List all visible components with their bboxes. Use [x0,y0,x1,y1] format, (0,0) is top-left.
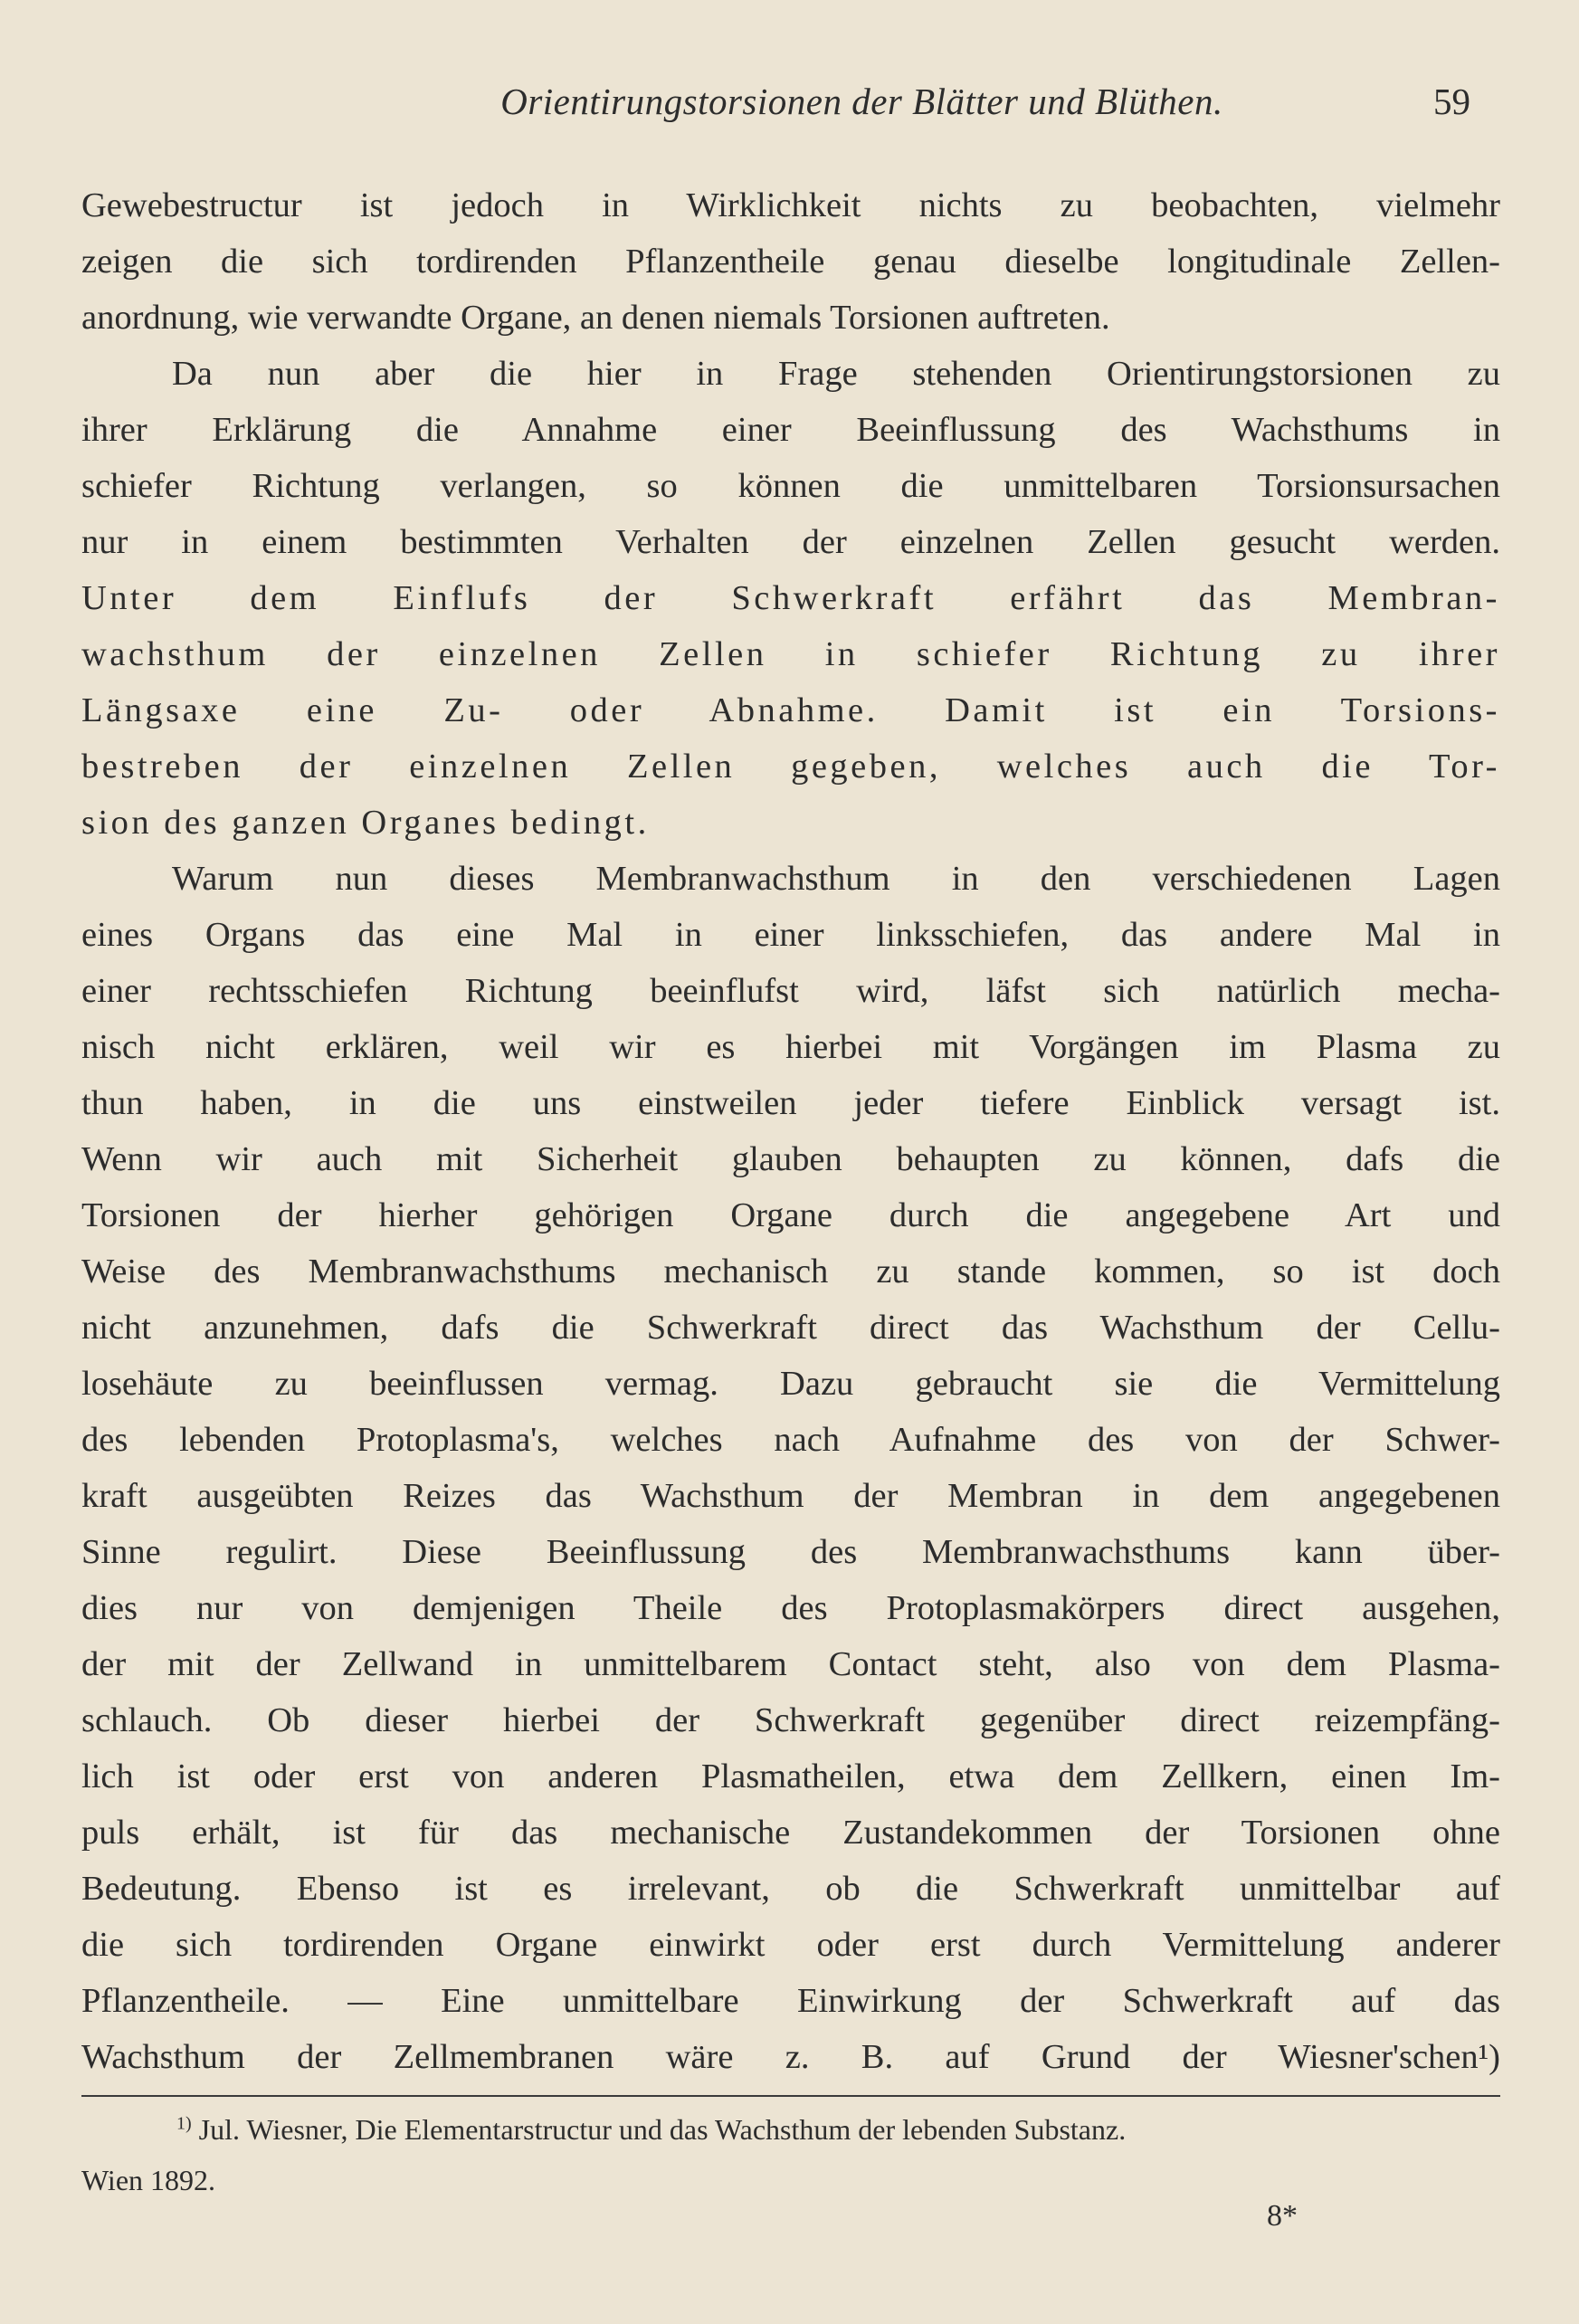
text-line: Pflanzentheile. — Eine unmittelbare Einwirkung der Schwerkraft auf das [81,1982,1500,2020]
text-line: schlauch. Ob dieser hierbei der Schwerkraft gegenüber direct reizempfäng- [81,1701,1500,1739]
text-line: Wachsthum der Zellmembranen wäre z. B. auf Grund der Wiesner'schen¹) [81,2038,1500,2076]
running-head: Orientirungstorsionen der Blätter und Blüthen. [500,81,1223,122]
text-line: nicht anzunehmen, dafs die Schwerkraft direct das Wachsthum der Cellu- [81,1309,1500,1347]
text-line: bestreben der einzelnen Zellen gegeben, welches auch die Tor- [81,748,1500,786]
signature-mark: 8* [1267,2199,1298,2233]
text-line: nisch nicht erklären, weil wir es hierbei mit Vorgängen im Plasma zu [81,1028,1500,1066]
text-line: Torsionen der hierher gehörigen Organe durch die angegebene Art und [81,1196,1500,1234]
text-line: des lebenden Protoplasma's, welches nach Aufnahme des von der Schwer- [81,1421,1500,1459]
footnote-line: Wien 1892. [81,2164,216,2196]
text-line: sion des ganzen Organes bedingt. [81,804,650,842]
text-line: schiefer Richtung verlangen, so können die unmittelbaren Torsionsursachen [81,467,1500,505]
text-line: Da nun aber die hier in Frage stehenden Orientirungstorsionen zu [172,355,1500,393]
footnote [81,2104,1500,2205]
text-line: Warum nun dieses Membranwachsthum in den verschiedenen Lagen [172,860,1500,898]
footnote-divider [81,2095,1500,2097]
text-line: losehäute zu beeinflussen vermag. Dazu gebraucht sie die Vermittelung [81,1365,1500,1403]
text-line: thun haben, in die uns einstweilen jeder tiefere Einblick versagt ist. [81,1084,1500,1122]
text-line: anordnung, wie verwandte Organe, an denen niemals Torsionen auftreten. [81,299,1110,337]
text-line: ihrer Erklärung die Annahme einer Beeinflussung des Wachsthums in [81,411,1500,449]
text-line: nur in einem bestimmten Verhalten der einzelnen Zellen gesucht werden. [81,523,1500,561]
text-line: Weise des Membranwachsthums mechanisch zu stande kommen, so ist doch [81,1252,1500,1291]
text-line: der mit der Zellwand in unmittelbarem Contact steht, also von dem Plasma- [81,1645,1500,1683]
page-header [81,80,1498,134]
text-line: zeigen die sich tordirenden Pflanzentheile genau dieselbe longitudinale Zellen- [81,243,1500,281]
text-line: wachsthum der einzelnen Zellen in schiefer Richtung zu ihrer [81,635,1500,673]
text-line: die sich tordirenden Organe einwirkt oder erst durch Vermittelung anderer [81,1926,1500,1964]
text-line: dies nur von demjenigen Theile des Protoplasmakörpers direct ausgehen, [81,1589,1500,1627]
text-line: puls erhält, ist für das mechanische Zustandekommen der Torsionen ohne [81,1814,1500,1852]
text-line: eines Organs das eine Mal in einer linksschiefen, das andere Mal in [81,916,1500,954]
text-line: Gewebestructur ist jedoch in Wirklichkeit nichts zu beobachten, vielmehr [81,186,1500,224]
text-line: Sinne regulirt. Diese Beeinflussung des Membranwachsthums kann über- [81,1533,1500,1571]
text-line: Unter dem Einflufs der Schwerkraft erfährt das Membran- [81,579,1500,617]
text-line: Bedeutung. Ebenso ist es irrelevant, ob die Schwerkraft unmittelbar auf [81,1870,1500,1908]
text-line: Wenn wir auch mit Sicherheit glauben behaupten zu können, dafs die [81,1140,1500,1178]
footnote-line [81,2104,1500,2155]
footnote-text: Jul. Wiesner, Die Elementarstructur und das Wachsthum der lebenden Substanz. [198,2113,1127,2146]
body-text [81,177,1500,2085]
text-line: lich ist oder erst von anderen Plasmatheilen, etwa dem Zellkern, einen Im- [81,1757,1500,1795]
page-number: 59 [1433,81,1470,122]
text-line: einer rechtsschiefen Richtung beeinflufst wird, läfst sich natürlich mecha- [81,972,1500,1010]
footnote-marker: 1) [176,2113,192,2134]
text-line: kraft ausgeübten Reizes das Wachsthum der Membran in dem angegebenen [81,1477,1500,1515]
text-line: Längsaxe eine Zu- oder Abnahme. Damit ist ein Torsions- [81,691,1500,729]
